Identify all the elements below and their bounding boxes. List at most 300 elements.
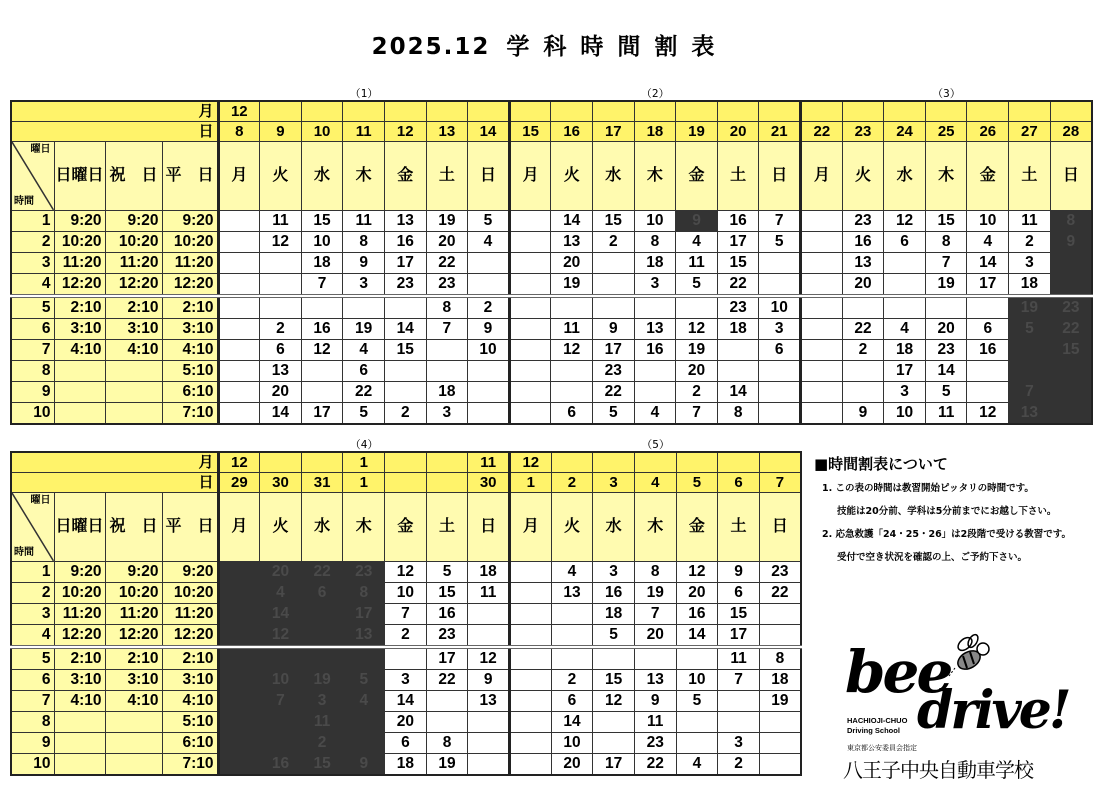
lesson-cell	[634, 382, 676, 403]
lesson-cell: 16	[384, 232, 426, 253]
period-number: 3	[11, 604, 54, 625]
lesson-cell	[384, 296, 426, 319]
lesson-cell: 14	[967, 253, 1009, 274]
period-number: 2	[11, 583, 54, 604]
lesson-cell: 14	[384, 319, 426, 340]
lesson-cell: 13	[551, 583, 593, 604]
lesson-cell	[551, 625, 593, 648]
weekday-time: 5:10	[162, 712, 218, 733]
lesson-cell: 5	[676, 274, 718, 297]
sunday-time	[54, 361, 105, 382]
closed-cell: 8	[343, 583, 385, 604]
holiday-time: 11:20	[105, 604, 162, 625]
closed-cell	[218, 583, 260, 604]
day-cell: 18	[634, 122, 676, 142]
lesson-cell	[384, 382, 426, 403]
lesson-cell: 4	[676, 754, 718, 776]
period-number: 4	[11, 625, 54, 648]
month-cell: 11	[468, 452, 510, 473]
lesson-cell: 4	[343, 340, 385, 361]
lesson-cell: 5	[759, 232, 801, 253]
lesson-cell: 17	[301, 403, 343, 425]
lesson-cell	[426, 691, 468, 712]
lesson-cell	[510, 691, 552, 712]
period-row	[11, 253, 1092, 274]
lesson-cell: 17	[718, 625, 760, 648]
day-cell: 14	[468, 122, 510, 142]
lesson-cell: 3	[884, 382, 926, 403]
sunday-time	[54, 733, 105, 754]
weekday-header: 平 日	[162, 493, 218, 562]
lesson-cell: 16	[842, 232, 884, 253]
lesson-cell: 3	[759, 319, 801, 340]
lesson-cell: 23	[426, 274, 468, 297]
month-cell	[842, 101, 884, 122]
period-row	[11, 604, 801, 625]
lesson-cell: 15	[925, 211, 967, 232]
lesson-cell	[759, 712, 801, 733]
sunday-time: 3:10	[54, 319, 105, 340]
lesson-cell: 7	[634, 604, 676, 625]
day-cell: 11	[343, 122, 385, 142]
lesson-cell	[218, 296, 260, 319]
lesson-cell: 18	[468, 562, 510, 583]
lesson-cell: 6	[385, 733, 427, 754]
lesson-cell: 9	[468, 319, 510, 340]
lesson-cell	[967, 296, 1009, 319]
day-cell: 27	[1009, 122, 1051, 142]
weekday-cell: 日	[468, 142, 510, 211]
closed-cell: 14	[260, 604, 302, 625]
sunday-time: 3:10	[54, 670, 105, 691]
lesson-cell: 10	[301, 232, 343, 253]
lesson-cell: 19	[426, 754, 468, 776]
lesson-cell: 23	[426, 625, 468, 648]
closed-cell: 7	[1009, 382, 1051, 403]
closed-cell: 22	[1050, 319, 1092, 340]
sunday-time: 9:20	[54, 211, 105, 232]
day-cell: 1	[510, 473, 552, 493]
closed-cell: 20	[260, 562, 302, 583]
lesson-cell	[593, 647, 635, 670]
period-number: 1	[11, 211, 54, 232]
weekday-time: 5:10	[162, 361, 218, 382]
lesson-cell: 11	[1009, 211, 1051, 232]
weekday-time: 3:10	[162, 319, 218, 340]
closed-cell	[218, 670, 260, 691]
closed-cell: 15	[1050, 340, 1092, 361]
lesson-cell	[218, 361, 260, 382]
day-cell: 10	[301, 122, 343, 142]
month-cell	[967, 101, 1009, 122]
lesson-cell: 11	[551, 319, 593, 340]
lesson-cell	[634, 296, 676, 319]
weekday-time: 7:10	[162, 403, 218, 425]
lesson-cell: 6	[718, 583, 760, 604]
sunday-time: 9:20	[54, 562, 105, 583]
notes-panel	[814, 453, 1099, 572]
lesson-cell	[509, 382, 551, 403]
month-cell	[759, 101, 801, 122]
period-row	[11, 562, 801, 583]
lesson-cell: 12	[884, 211, 926, 232]
lesson-cell	[218, 211, 260, 232]
month-cell	[260, 452, 302, 473]
lesson-cell: 11	[676, 253, 718, 274]
holiday-time: 3:10	[105, 319, 162, 340]
corner-header	[11, 493, 54, 562]
closed-cell	[343, 733, 385, 754]
lesson-cell: 8	[426, 296, 468, 319]
period-row	[11, 361, 1092, 382]
day-cell: 5	[676, 473, 718, 493]
weekday-time: 11:20	[162, 604, 218, 625]
month-cell: 12	[218, 452, 260, 473]
lesson-cell: 14	[717, 382, 759, 403]
period-number: 5	[11, 296, 54, 319]
holiday-time	[105, 712, 162, 733]
lesson-cell: 6	[260, 340, 302, 361]
lesson-cell: 9	[593, 319, 635, 340]
holiday-time	[105, 382, 162, 403]
timetable-lower	[10, 451, 802, 776]
lesson-cell: 20	[385, 712, 427, 733]
lesson-cell: 2	[718, 754, 760, 776]
closed-cell	[301, 625, 343, 648]
lesson-cell: 3	[343, 274, 385, 297]
period-number: 7	[11, 691, 54, 712]
lesson-cell: 17	[384, 253, 426, 274]
weekday-cell: 火	[551, 493, 593, 562]
lesson-cell	[510, 583, 552, 604]
week-group-label: （2）	[640, 87, 670, 100]
weekday-time: 9:20	[162, 211, 218, 232]
lesson-cell	[801, 274, 843, 297]
lesson-cell: 10	[468, 340, 510, 361]
lesson-cell: 3	[385, 670, 427, 691]
holiday-time	[105, 403, 162, 425]
lesson-cell: 23	[842, 211, 884, 232]
period-row	[11, 382, 1092, 403]
lesson-cell: 22	[426, 253, 468, 274]
weekday-time: 7:10	[162, 754, 218, 776]
lesson-cell: 14	[551, 712, 593, 733]
lesson-cell: 23	[717, 296, 759, 319]
day-cell: 1	[343, 473, 385, 493]
closed-cell	[218, 691, 260, 712]
sunday-header: 日曜日	[54, 142, 105, 211]
lesson-cell: 3	[593, 562, 635, 583]
day-cell: 20	[717, 122, 759, 142]
weekday-header-row	[11, 142, 1092, 211]
lesson-cell	[218, 232, 260, 253]
lesson-cell: 20	[842, 274, 884, 297]
lesson-cell: 5	[343, 403, 385, 425]
youbi-label: 曜日	[30, 144, 51, 155]
lesson-cell: 16	[676, 604, 718, 625]
lesson-cell: 4	[884, 319, 926, 340]
closed-cell	[218, 625, 260, 648]
closed-cell	[1009, 361, 1051, 382]
lesson-cell: 13	[634, 670, 676, 691]
closed-cell: 9	[1050, 232, 1092, 253]
weekday-time: 10:20	[162, 583, 218, 604]
weekday-cell: 金	[676, 493, 718, 562]
day-cell: 7	[759, 473, 801, 493]
day-cell: 12	[384, 122, 426, 142]
lesson-cell: 2	[385, 625, 427, 648]
lesson-cell: 10	[967, 211, 1009, 232]
month-row	[11, 452, 801, 473]
lesson-cell: 6	[884, 232, 926, 253]
lesson-cell: 3	[634, 274, 676, 297]
lesson-cell	[468, 274, 510, 297]
month-cell	[717, 101, 759, 122]
weekday-cell: 木	[634, 142, 676, 211]
month-label: 月	[11, 101, 218, 122]
page-title	[0, 28, 1100, 61]
lesson-cell: 22	[343, 382, 385, 403]
lesson-cell	[301, 382, 343, 403]
lesson-cell: 2	[468, 296, 510, 319]
closed-cell: 4	[260, 583, 302, 604]
lesson-cell: 5	[593, 625, 635, 648]
period-number: 4	[11, 274, 54, 297]
lesson-cell: 9	[842, 403, 884, 425]
weekday-cell: 水	[593, 493, 635, 562]
lesson-cell: 5	[593, 403, 635, 425]
lesson-cell: 6	[759, 340, 801, 361]
bee-icon	[945, 632, 995, 677]
lesson-cell	[384, 361, 426, 382]
weekday-cell: 金	[384, 142, 426, 211]
month-cell	[634, 452, 676, 473]
lesson-cell	[759, 382, 801, 403]
weekday-cell: 火	[260, 493, 302, 562]
day-cell: 30	[260, 473, 302, 493]
day-cell: 13	[426, 122, 468, 142]
weekday-time: 9:20	[162, 562, 218, 583]
lesson-cell	[260, 253, 302, 274]
month-row	[11, 101, 1092, 122]
weekday-cell: 水	[884, 142, 926, 211]
closed-cell	[260, 647, 302, 670]
logo-school-name: 八王子中央自動車学校	[843, 758, 1033, 782]
weekday-cell: 月	[218, 142, 260, 211]
lesson-cell: 11	[343, 211, 385, 232]
holiday-time: 4:10	[105, 691, 162, 712]
lesson-cell	[676, 733, 718, 754]
lesson-cell	[509, 232, 551, 253]
lesson-cell: 18	[884, 340, 926, 361]
month-cell	[509, 101, 551, 122]
period-row	[11, 319, 1092, 340]
lesson-cell	[510, 754, 552, 776]
lesson-cell: 9	[343, 253, 385, 274]
note-2-detail: 受付で空き状況を確認の上、ご予約下さい。	[837, 552, 1028, 563]
holiday-time: 12:20	[105, 625, 162, 648]
period-number: 9	[11, 733, 54, 754]
lesson-cell: 17	[593, 340, 635, 361]
weekday-cell: 日	[759, 493, 801, 562]
lesson-cell: 9	[718, 562, 760, 583]
lesson-cell	[718, 691, 760, 712]
weekday-header-row	[11, 493, 801, 562]
lesson-cell	[593, 274, 635, 297]
weekday-cell: 月	[509, 142, 551, 211]
lesson-cell	[801, 403, 843, 425]
lesson-cell	[510, 712, 552, 733]
logo-word-bee: bee	[845, 638, 951, 706]
closed-cell	[218, 604, 260, 625]
weekday-cell: 月	[218, 493, 260, 562]
month-cell	[551, 101, 593, 122]
lesson-cell: 18	[593, 604, 635, 625]
period-number: 1	[11, 562, 54, 583]
lesson-cell	[218, 253, 260, 274]
closed-cell	[218, 712, 260, 733]
lesson-cell	[301, 296, 343, 319]
lesson-cell	[759, 403, 801, 425]
period-row	[11, 583, 801, 604]
lesson-cell: 22	[593, 382, 635, 403]
lesson-cell: 20	[426, 232, 468, 253]
lesson-cell	[925, 296, 967, 319]
month-cell	[801, 101, 843, 122]
lesson-cell: 17	[717, 232, 759, 253]
day-row	[11, 473, 801, 493]
month-cell	[634, 101, 676, 122]
weekday-time: 4:10	[162, 340, 218, 361]
lesson-cell: 23	[634, 733, 676, 754]
lesson-cell	[759, 274, 801, 297]
lesson-cell	[801, 253, 843, 274]
weekday-cell: 日	[759, 142, 801, 211]
weekday-time: 12:20	[162, 625, 218, 648]
lesson-cell: 19	[634, 583, 676, 604]
lesson-cell	[676, 712, 718, 733]
lesson-cell	[509, 403, 551, 425]
lesson-cell: 18	[301, 253, 343, 274]
lesson-cell: 11	[718, 647, 760, 670]
weekday-cell: 木	[925, 142, 967, 211]
month-cell: 1	[343, 452, 385, 473]
lesson-cell: 17	[967, 274, 1009, 297]
weekday-cell: 金	[967, 142, 1009, 211]
holiday-time	[105, 754, 162, 776]
closed-cell	[343, 647, 385, 670]
lesson-cell	[717, 340, 759, 361]
lesson-cell	[801, 382, 843, 403]
month-cell	[759, 452, 801, 473]
sunday-time: 10:20	[54, 583, 105, 604]
lesson-cell: 4	[468, 232, 510, 253]
lesson-cell: 10	[884, 403, 926, 425]
holiday-time: 9:20	[105, 211, 162, 232]
lesson-cell: 11	[634, 712, 676, 733]
lesson-cell	[509, 361, 551, 382]
lesson-cell	[468, 733, 510, 754]
lesson-cell: 7	[426, 319, 468, 340]
lesson-cell	[468, 604, 510, 625]
sunday-header: 日曜日	[54, 493, 105, 562]
lesson-cell	[884, 296, 926, 319]
closed-cell	[343, 712, 385, 733]
sunday-time: 11:20	[54, 604, 105, 625]
weekday-time: 4:10	[162, 691, 218, 712]
lesson-cell	[967, 382, 1009, 403]
lesson-cell: 23	[384, 274, 426, 297]
lesson-cell: 12	[676, 562, 718, 583]
weekday-time: 6:10	[162, 382, 218, 403]
weekday-time: 2:10	[162, 296, 218, 319]
lesson-cell: 16	[634, 340, 676, 361]
month-cell	[468, 101, 510, 122]
lesson-cell	[510, 604, 552, 625]
lesson-cell: 6	[343, 361, 385, 382]
holiday-time	[105, 361, 162, 382]
period-number: 6	[11, 319, 54, 340]
month-label: 月	[11, 452, 218, 473]
day-cell: 23	[842, 122, 884, 142]
logo-sub-driving-school: Driving School	[847, 726, 900, 735]
lesson-cell: 14	[676, 625, 718, 648]
lesson-cell	[426, 712, 468, 733]
lesson-cell: 15	[593, 670, 635, 691]
lesson-cell: 17	[426, 647, 468, 670]
lesson-cell	[468, 361, 510, 382]
lesson-cell: 12	[301, 340, 343, 361]
lesson-cell	[468, 382, 510, 403]
logo-word-drive: drive!	[917, 680, 1069, 741]
lesson-cell	[593, 712, 635, 733]
day-cell: 17	[593, 122, 635, 142]
title-name: 学科時間割表	[506, 34, 729, 60]
closed-cell: 11	[301, 712, 343, 733]
lesson-cell	[801, 319, 843, 340]
month-cell	[343, 101, 385, 122]
lesson-cell	[510, 625, 552, 648]
lesson-cell: 19	[676, 340, 718, 361]
closed-cell: 6	[301, 583, 343, 604]
lesson-cell	[343, 296, 385, 319]
lesson-cell	[759, 625, 801, 648]
lesson-cell	[468, 253, 510, 274]
lesson-cell	[801, 340, 843, 361]
month-cell	[426, 101, 468, 122]
day-cell: 2	[551, 473, 593, 493]
lesson-cell	[967, 361, 1009, 382]
lesson-cell: 12	[967, 403, 1009, 425]
lesson-cell: 4	[634, 403, 676, 425]
day-cell: 28	[1050, 122, 1092, 142]
month-cell	[301, 101, 343, 122]
weekday-cell: 月	[510, 493, 552, 562]
month-cell	[1009, 101, 1051, 122]
lesson-cell	[593, 253, 635, 274]
week-group-label: （3）	[932, 87, 961, 100]
closed-cell: 19	[301, 670, 343, 691]
day-cell	[426, 473, 468, 493]
lesson-cell: 7	[385, 604, 427, 625]
closed-cell: 15	[301, 754, 343, 776]
lesson-cell	[510, 733, 552, 754]
weekday-cell: 水	[301, 142, 343, 211]
lesson-cell	[634, 361, 676, 382]
lesson-cell	[759, 733, 801, 754]
day-cell: 26	[967, 122, 1009, 142]
corner-header	[11, 142, 54, 211]
